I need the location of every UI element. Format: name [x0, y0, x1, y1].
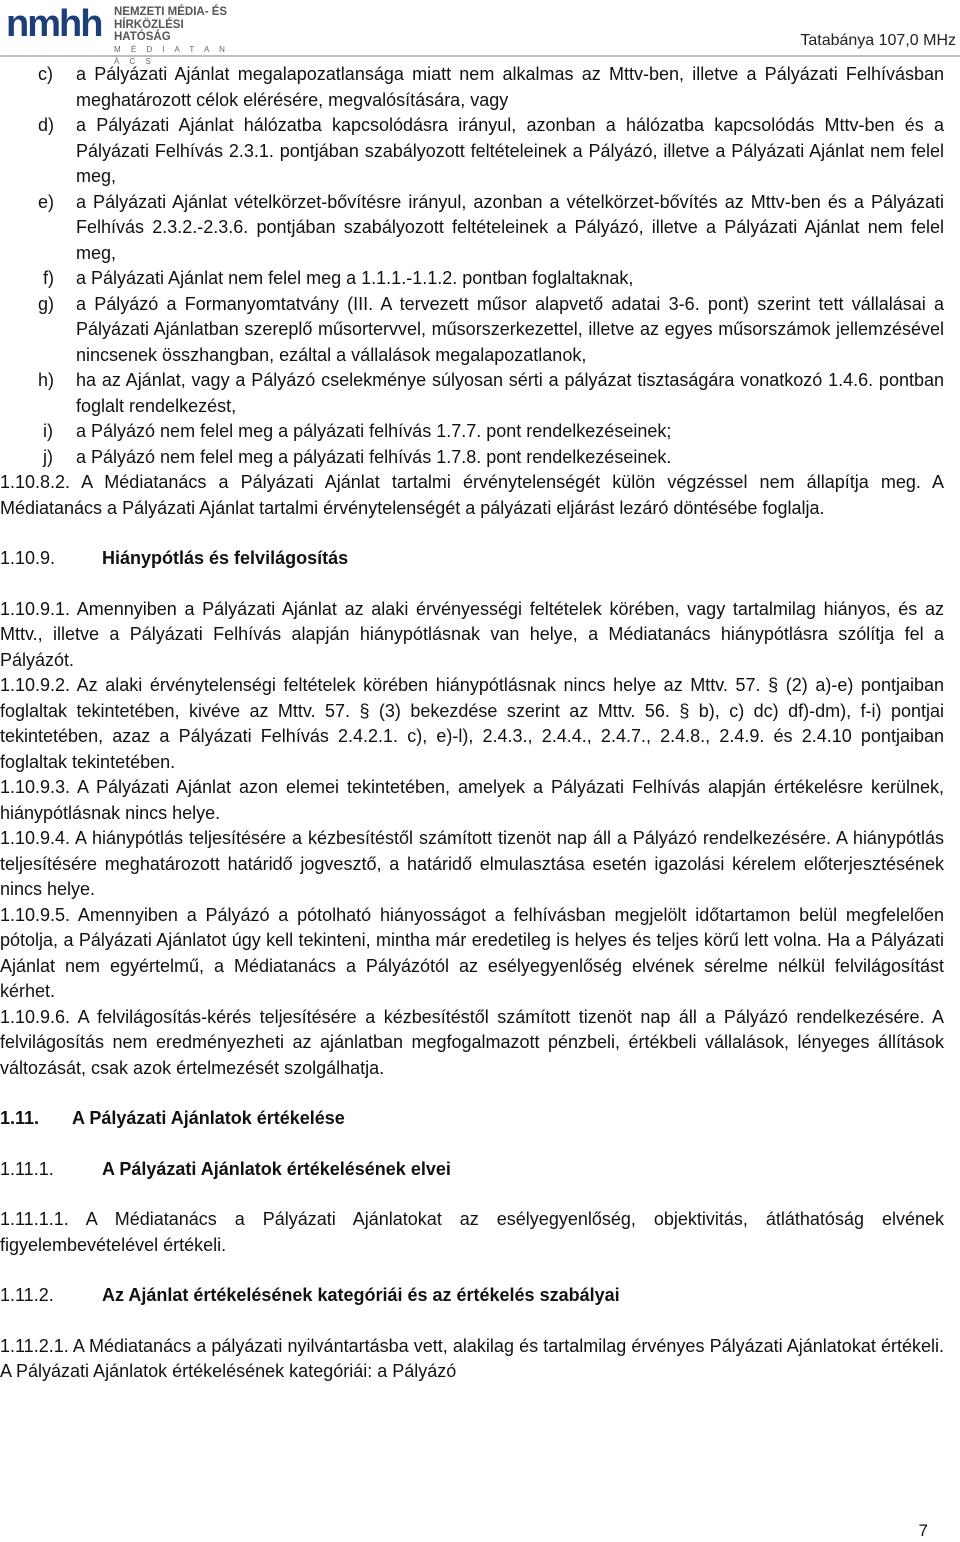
section-number: 1.10.9. [0, 548, 56, 568]
section-title: Az Ajánlat értékelésének kategóriái és az értékelés szabályai [102, 1285, 620, 1305]
list-label: g) [38, 293, 55, 314]
list-item-d [0, 113, 944, 190]
paragraph-1-10-9-5: 1.10.9.5. Amennyiben a Pályázó a pótolható hiányosságot a felhívásban megjelölt időtartamon belül megfelelően pótolja, a Pályázati Ajánlatot úgy kell tekinteni, mintha már eredetileg is helyes és teljes körű lett volna. Ha a Pályázati Ajánlat nem egyértelmű, a Médiatanács a Pályázótól az esélyegyenlőség elvének sérelme nélkül felvilágosítást kérhet. [0, 904, 944, 1001]
list-label: d) [38, 115, 55, 135]
page-header [0, 0, 960, 66]
paragraph-1-10-9-3: 1.10.9.3. A Pályázati Ajánlat azon elemei tekintetében, amelyek a Pályázati Felhívás alapján értékelésre kerülnek, hiánypótlásnak nincs helye. [0, 777, 944, 823]
logo-line-3: M É D I A T A N Á C S [114, 44, 229, 66]
list-label: c) [38, 64, 53, 84]
section-title: Hiánypótlás és felvilágosítás [102, 548, 349, 568]
nmhh-logo [6, 2, 236, 66]
logo-line-2: HÍRKÖZLÉSI HATÓSÁG [114, 18, 184, 43]
list-label: e) [38, 191, 55, 212]
list-item-c [0, 62, 944, 113]
section-title: A Pályázati Ajánlatok értékelése [72, 1108, 345, 1128]
list-text: a Pályázó nem felel meg a pályázati felhívás 1.7.7. pont rendelkezéseinek; [76, 421, 672, 441]
list-label: j) [43, 446, 53, 467]
list-label: i) [43, 421, 53, 441]
list-item-h [0, 368, 944, 419]
list-text: a Pályázati Ajánlat hálózatba kapcsolódásra irányul, azonban a hálózatba kapcsolódás Mttv-ben és a Pályázati Felhívás 2.3.1. pontjában szabályozott feltételeinek a Pályázó, illetve a Pályázati Ajánlat nem felel meg, [76, 115, 944, 186]
section-number: 1.11. [0, 1108, 40, 1128]
header-divider [0, 55, 960, 57]
section-heading-1-11-1 [0, 1157, 944, 1183]
list-text: a Pályázati Ajánlat vételkörzet-bővítésre irányul, azonban a vételkörzet-bővítés az Mttv-ben és a Pályázati Felhívás 2.3.2.-2.3.6. pontjában szabályozott feltételeinek a Pályázó, illetve a Pályázati Ajánlat nem felel meg, [76, 191, 944, 263]
list-label: h) [38, 370, 55, 390]
paragraph-1-10-8-2: 1.10.8.2. A Médiatanács a Pályázati Ajánlat tartalmi érvénytelenségét külön végzéssel nem állapítja meg. A Médiatanács a Pályázati Ajánlat tartalmi érvénytelenségét a pályázati eljárást lezáró döntésébe foglalja. [0, 472, 944, 518]
page-number: 7 [918, 1521, 928, 1540]
list-text: ha az Ajánlat, vagy a Pályázó cselekménye súlyosan sérti a pályázat tisztaságára vonatkozó 1.4.6. pontban foglalt rendelkezést, [76, 370, 944, 416]
section-heading-1-11-2 [0, 1283, 944, 1309]
paragraph-1-10-9-2: 1.10.9.2. Az alaki érvénytelenségi feltételek körében hiánypótlásnak nincs helye az Mttv. 57. § (2) a)-e) pontjaiban foglaltak tekintetében, kivéve az Mttv. 57. § (3) bekezdése szerint az Mttv. 56. § b), c) dc) df)-dm), f-i) pontjai tekintetében, azaz a Pályázati Felhívás 2.4.2.1. c), e)-l), 2.4.3., 2.4.4., 2.4.7., 2.4.8., 2.4.9. és 2.4.10 pontjaiban foglaltak tekintetében. [0, 675, 944, 772]
list-text: a Pályázati Ajánlat megalapozatlansága miatt nem alkalmas az Mttv-ben, illetve a Pályázati Felhívásban meghatározott célok elérésére, megvalósítására, vagy [76, 64, 944, 110]
list-item-j [0, 445, 944, 471]
section-number: 1.11.1. [0, 1158, 54, 1179]
paragraph-1-11-2-1: 1.11.2.1. A Médiatanács a pályázati nyilvántartásba vett, alakilag és tartalmilag érvényes Pályázati Ajánlatokat értékeli. A Pályázati Ajánlatok értékelésének kategóriái: a Pályázó [0, 1335, 944, 1381]
list-item-g [0, 292, 944, 369]
paragraph-1-10-9-4: 1.10.9.4. A hiánypótlás teljesítésére a kézbesítéstől számított tizenöt nap áll a Pályázó rendelkezésére. A hiánypótlás teljesítésére meghatározott határidő jogvesztő, a határidő elmulasztása esetén igazolási kérelem előterjesztésének nincs helye. [0, 828, 944, 899]
paragraph-1-11-1-1: 1.11.1.1. A Médiatanács a Pályázati Ajánlatokat az esélyegyenlőség, objektivitás, átláthatóság elvének figyelembevételével értékeli. [0, 1209, 944, 1255]
nmhh-logo-mark [6, 4, 106, 42]
list-item-f [0, 266, 944, 292]
list-text: a Pályázó nem felel meg a pályázati felhívás 1.7.8. pont rendelkezéseinek. [76, 446, 672, 467]
section-heading-1-11 [0, 1106, 944, 1132]
station-name: Tatabánya 107,0 MHz [800, 32, 956, 49]
section-title: A Pályázati Ajánlatok értékelésének elvei [102, 1158, 451, 1179]
paragraph-1-10-9-1: 1.10.9.1. Amennyiben a Pályázati Ajánlat az alaki érvényességi feltételek körében, vagy tartalmilag hiányos, és az Mttv., illetve a Pályázati Felhívás alapján hiánypótlásnak van helye, a Médiatanács hiánypótlásra szólítja fel a Pályázót. [0, 598, 944, 670]
section-heading-1-10-9 [0, 546, 944, 572]
logo-line-1: NEMZETI MÉDIA- ÉS [114, 6, 228, 18]
document-body [0, 62, 944, 1385]
svg-text:nmhh: nmhh [6, 4, 102, 42]
list-text: a Pályázó a Formanyomtatvány (III. A tervezett műsor alapvető adatai 3-6. pont) szerint tett vállalásai a Pályázati Ajánlatban szereplő műsortervvel, műsorszerkezettel, illetve az egyes műsorszámok jellemzésével nincsenek összhangban, ezáltal a vállalások megalapozatlanok, [76, 293, 944, 365]
list-item-e [0, 190, 944, 267]
list-item-i [0, 419, 944, 445]
section-number: 1.11.2. [0, 1285, 54, 1305]
paragraph-1-10-9-6: 1.10.9.6. A felvilágosítás-kérés teljesítésére a kézbesítéstől számított tizenöt nap áll a Pályázó rendelkezésére. A felvilágosítás nem eredményezheti az ajánlatban megfogalmazott pénzbeli, értékbeli vállalások, lényeges állítások változását, csak azok értelmezését szolgálhatja. [0, 1006, 944, 1078]
list-label: f) [43, 268, 54, 288]
list-text: a Pályázati Ajánlat nem felel meg a 1.1.1.-1.1.2. pontban foglaltaknak, [76, 268, 634, 288]
